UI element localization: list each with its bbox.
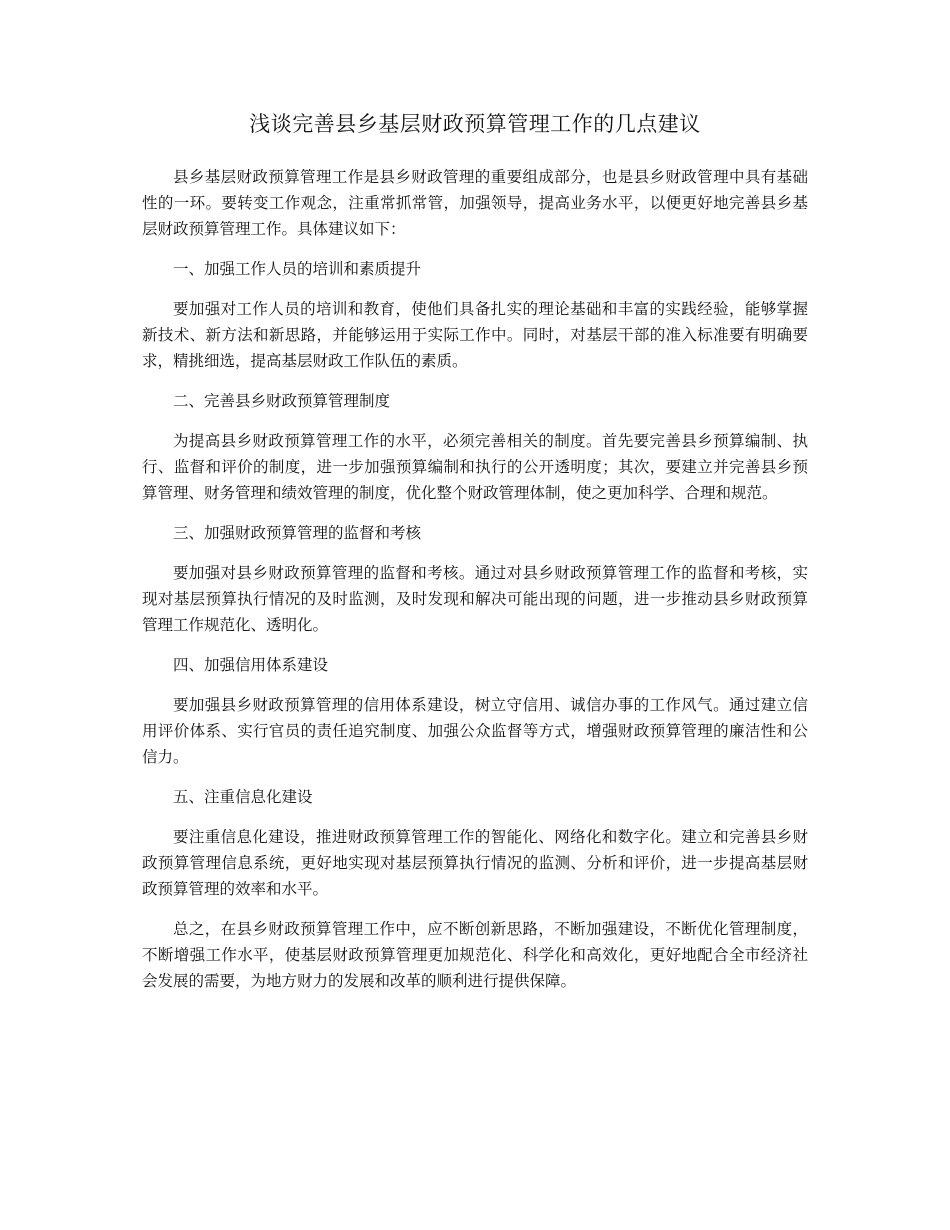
section-heading-2: 二、完善县乡财政预算管理制度 xyxy=(173,392,391,410)
section-heading-3: 三、加强财政预算管理的监督和考核 xyxy=(173,524,422,542)
section-body-1: 要加强对工作人员的培训和教育，使他们具备扎实的理论基础和丰富的实践经验，能够掌握新技术、新方法和新思路，并能够运用于实际工作中。同时，对基层干部的准入标准要有明确要求，精挑细选，提高基层财政工作队伍的素质。 xyxy=(142,300,808,370)
document-page xyxy=(142,108,808,1008)
section-heading-1: 一、加强工作人员的培训和素质提升 xyxy=(173,260,422,278)
section-heading-5: 五、注重信息化建设 xyxy=(173,788,313,806)
section-heading-4: 四、加强信用体系建设 xyxy=(173,656,329,674)
document-title: 浅谈完善县乡基层财政预算管理工作的几点建议 xyxy=(249,112,701,136)
section-body-2: 为提高县乡财政预算管理工作的水平，必须完善相关的制度。首先要完善县乡预算编制、执行、监督和评价的制度，进一步加强预算编制和执行的公开透明度；其次，要建立并完善县乡预算管理、财务管理和绩效管理的制度，优化整个财政管理体制，使之更加科学、合理和规范。 xyxy=(142,432,808,502)
conclusion-paragraph: 总之，在县乡财政预算管理工作中，应不断创新思路，不断加强建设，不断优化管理制度，不断增强工作水平，使基层财政预算管理更加规范化、科学化和高效化，更好地配合全市经济社会发展的需要，为地方财力的发展和改革的顺利进行提供保障。 xyxy=(142,920,808,990)
intro-paragraph: 县乡基层财政预算管理工作是县乡财政管理的重要组成部分，也是县乡财政管理中具有基础性的一环。要转变工作观念，注重常抓常管，加强领导，提高业务水平，以便更好地完善县乡基层财政预算管理工作。具体建议如下： xyxy=(142,168,808,238)
section-body-4: 要加强县乡财政预算管理的信用体系建设，树立守信用、诚信办事的工作风气。通过建立信用评价体系、实行官员的责任追究制度、加强公众监督等方式，增强财政预算管理的廉洁性和公信力。 xyxy=(142,696,808,766)
section-body-3: 要加强对县乡财政预算管理的监督和考核。通过对县乡财政预算管理工作的监督和考核，实现对基层预算执行情况的及时监测，及时发现和解决可能出现的问题，进一步推动县乡财政预算管理工作规范化、透明化。 xyxy=(142,564,808,634)
section-body-5: 要注重信息化建设，推进财政预算管理工作的智能化、网络化和数字化。建立和完善县乡财政预算管理信息系统，更好地实现对基层预算执行情况的监测、分析和评价，进一步提高基层财政预算管理的效率和水平。 xyxy=(142,828,808,898)
